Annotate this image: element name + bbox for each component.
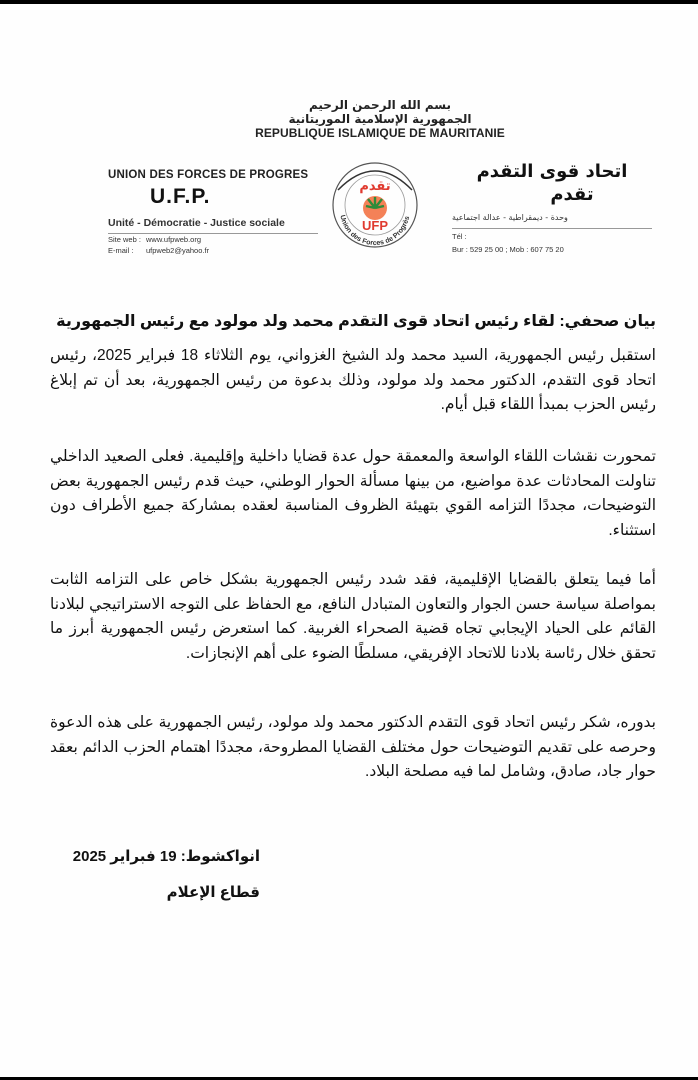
org-short-name-ar: تقدم (550, 184, 594, 205)
paragraph-2: تمحورت نقشات اللقاء الواسعة والمعمقة حول عدة قضايا داخلية وإقليمية. فعلى الصعيد الداخلي تناولت المحادثات عدة مواضيع، من بينها مسألة الحوار الوطني، حيث قدم رئيس الجمهورية بعض التوضيحات، مجددًا التزامه القوي بتهيئة الظروف المناسبة لعقده بمشاركة جميع الأطراف دون استثناء. (50, 448, 656, 539)
website-value: www.ufpweb.org (146, 235, 202, 244)
logo-acronym: UFP (362, 218, 388, 233)
logo-ring-text: Union des Forces de Progrès (338, 214, 412, 248)
website-line (108, 234, 318, 245)
phone-numbers: Bur : 529 25 00 ; Mob : 607 75 20 (452, 245, 564, 254)
republic-name-ar: الجمهورية الإسلامية الموريتانية (288, 112, 472, 126)
email-value: ufpweb2@yahoo.fr (146, 246, 210, 255)
logo-top-text: تقدم (359, 179, 391, 194)
email-line (108, 245, 318, 256)
email-label: E-mail : (108, 246, 134, 255)
tel-label: Tél : (452, 232, 467, 241)
republic-name-fr: REPUBLIQUE ISLAMIQUE DE MAURITANIE (255, 126, 505, 140)
paragraph-3: أما فيما يتعلق بالقضايا الإقليمية، فقد شدد رئيس الجمهورية بشكل خاص على التزامه الثابت بمواصلة سياسة حسن الجوار والتعاون المتبادل النافع، مع الحفاظ على التوجه الاستراتيجي لبلادنا القائم على الحياد الإيجابي تجاه قضية الصحراء الغربية. كما استعرض رئيس الجمهورية أبرز ما تحقق خلال رئاسة بلادنا للاتحاد الإفريقي، مسلطًا الضوء على أهم الإنجازات. (50, 571, 656, 662)
paragraph-1: استقبل رئيس الجمهورية، السيد محمد ولد الشيخ الغزواني، يوم الثلاثاء 18 فبراير 2025، رئيس اتحاد قوى التقدم، الدكتور محمد ولد مولود، وذلك بدعوة من رئيس الجمهورية، بعد أن تم إبلاغ رئيس الحزب بمبدأ اللقاء قبل أيام. (50, 347, 656, 413)
department-signature: قطاع الإعلام (166, 884, 260, 901)
org-name-ar: اتحاد قوى التقدم (476, 161, 628, 182)
statement-title: بيان صحفي: لقاء رئيس اتحاد قوى التقدم محمد ولد مولود مع رئيس الجمهورية (56, 313, 656, 330)
letterhead-right (452, 160, 652, 255)
ufp-logo-icon (330, 150, 420, 256)
website-label: Site web : (108, 235, 141, 244)
top-black-bar (0, 0, 698, 4)
basmala: بسم الله الرحمن الرحيم (308, 98, 452, 112)
motto-fr: Unité - Démocratie - Justice sociale (108, 217, 318, 234)
letterhead-center (230, 99, 530, 140)
motto-ar: وحدة - ديمقراطية - عدالة اجتماعية (452, 212, 652, 229)
paragraph-4: بدوره، شكر رئيس اتحاد قوى التقدم الدكتور محمد ولد مولود، رئيس الجمهورية على هذه الدعوة وحرصه على تقديم التوضيحات حول مختلف القضايا المطروحة، مجددًا اهتمام الحزب الدائم بعقد حوار جاد، صادق، وشامل لما فيه مصلحة البلاد. (50, 714, 656, 780)
org-acronym: U.F.P. (150, 185, 211, 208)
place-date: انواكشوط: 19 فبراير 2025 (72, 848, 260, 865)
letterhead-left (108, 168, 318, 256)
org-name-fr: UNION DES FORCES DE PROGRES (108, 169, 309, 181)
party-logo (330, 150, 420, 256)
